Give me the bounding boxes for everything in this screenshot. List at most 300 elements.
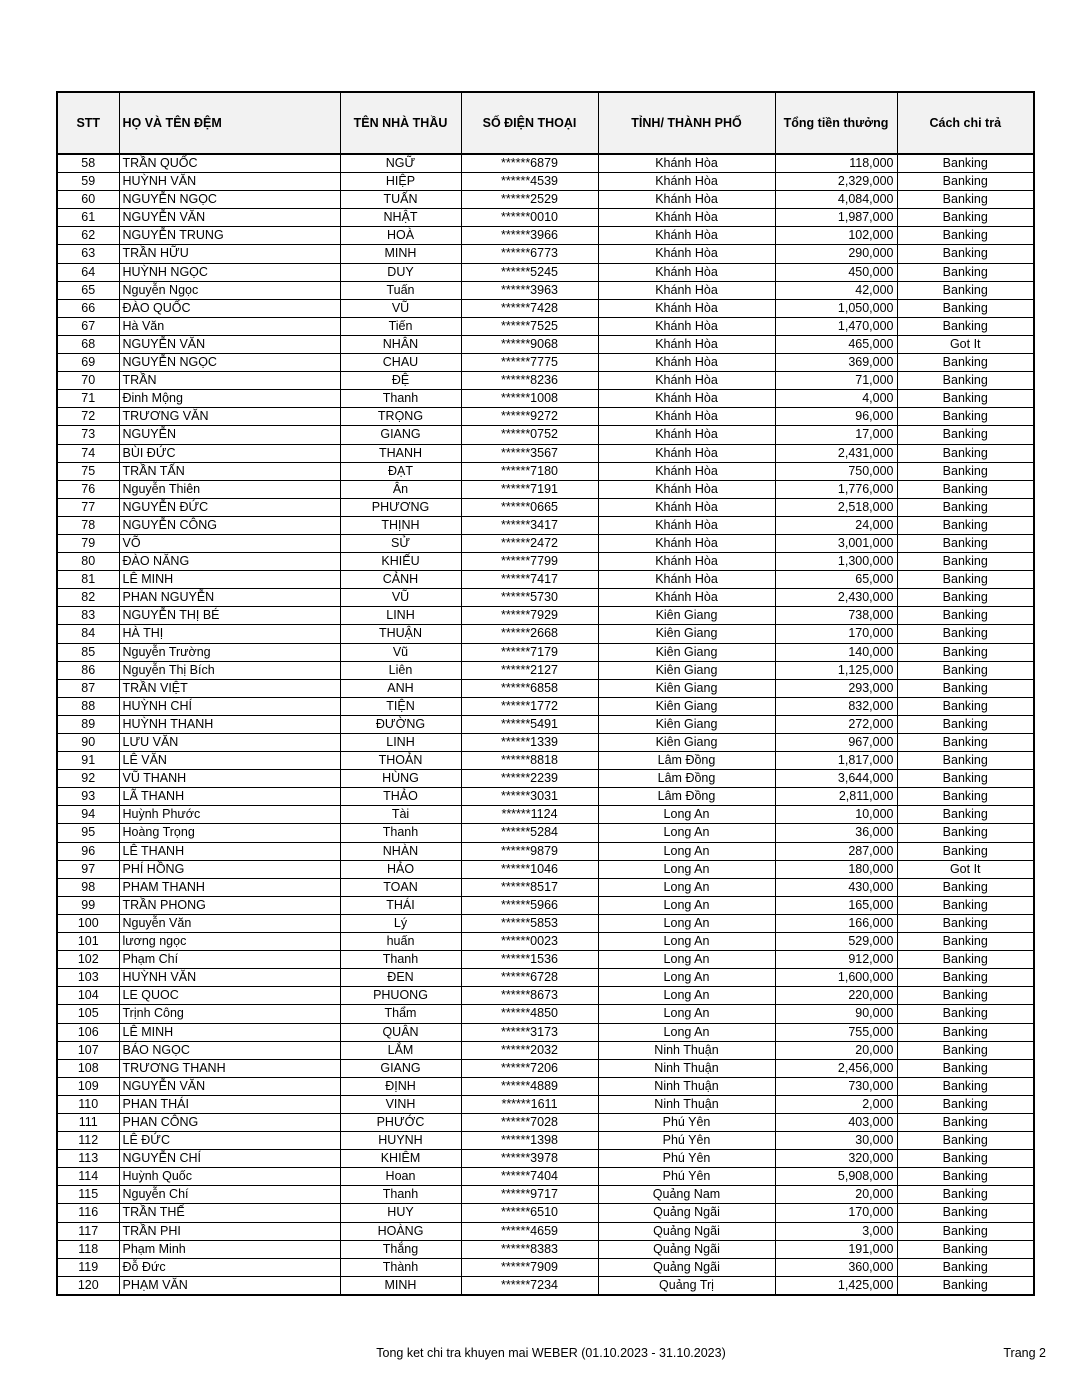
province-cell: Ninh Thuận — [598, 1041, 775, 1059]
payment-method-cell: Banking — [897, 933, 1034, 951]
ten-cell: CHAU — [340, 354, 461, 372]
province-cell: Khánh Hòa — [598, 534, 775, 552]
ten-cell: ĐEN — [340, 969, 461, 987]
stt-cell: 120 — [57, 1276, 119, 1295]
payment-method-cell: Banking — [897, 480, 1034, 498]
phone-cell: ******2239 — [461, 770, 598, 788]
province-cell: Khánh Hòa — [598, 281, 775, 299]
payment-method-cell: Banking — [897, 842, 1034, 860]
phone-cell: ******1611 — [461, 1095, 598, 1113]
province-cell: Khánh Hòa — [598, 354, 775, 372]
header-tong-tien-thuong: Tổng tiền thưởng — [775, 92, 897, 154]
table-row — [57, 444, 1034, 462]
stt-cell: 59 — [57, 173, 119, 191]
phone-cell: ******7799 — [461, 553, 598, 571]
payment-method-cell: Banking — [897, 553, 1034, 571]
amount-cell: 5,908,000 — [775, 1168, 897, 1186]
province-cell: Long An — [598, 914, 775, 932]
amount-cell: 967,000 — [775, 734, 897, 752]
ten-cell: ĐẠT — [340, 462, 461, 480]
table-row — [57, 480, 1034, 498]
table-row — [57, 227, 1034, 245]
table-row — [57, 462, 1034, 480]
amount-cell: 3,644,000 — [775, 770, 897, 788]
amount-cell: 290,000 — [775, 245, 897, 263]
stt-cell: 111 — [57, 1113, 119, 1131]
ten-cell: THẢO — [340, 788, 461, 806]
payment-method-cell: Banking — [897, 1041, 1034, 1059]
ho-ten-cell: ĐÀO QUỐC — [119, 299, 340, 317]
amount-cell: 832,000 — [775, 697, 897, 715]
table-row — [57, 770, 1034, 788]
province-cell: Khánh Hòa — [598, 589, 775, 607]
amount-cell: 102,000 — [775, 227, 897, 245]
stt-cell: 99 — [57, 896, 119, 914]
phone-cell: ******7428 — [461, 299, 598, 317]
ho-ten-cell: Trịnh Công — [119, 1005, 340, 1023]
ho-ten-cell: BÙI ĐỨC — [119, 444, 340, 462]
amount-cell: 65,000 — [775, 571, 897, 589]
amount-cell: 2,000 — [775, 1095, 897, 1113]
amount-cell: 20,000 — [775, 1186, 897, 1204]
ho-ten-cell: Đỗ Đức — [119, 1258, 340, 1276]
province-cell: Khánh Hòa — [598, 154, 775, 173]
table-row — [57, 354, 1034, 372]
phone-cell: ******0010 — [461, 209, 598, 227]
ten-cell: THANH — [340, 444, 461, 462]
table-row — [57, 806, 1034, 824]
ten-cell: KHIÊM — [340, 1150, 461, 1168]
ho-ten-cell: Huỳnh Phước — [119, 806, 340, 824]
stt-cell: 63 — [57, 245, 119, 263]
ten-cell: ĐỊNH — [340, 1077, 461, 1095]
payment-method-cell: Banking — [897, 1240, 1034, 1258]
table-row — [57, 752, 1034, 770]
ten-cell: Tuấn — [340, 281, 461, 299]
table-row — [57, 842, 1034, 860]
ten-cell: HẢO — [340, 860, 461, 878]
ten-cell: Vũ — [340, 643, 461, 661]
province-cell: Khánh Hòa — [598, 299, 775, 317]
phone-cell: ******3978 — [461, 1150, 598, 1168]
ho-ten-cell: LÊ MINH — [119, 1023, 340, 1041]
ho-ten-cell: Hà Văn — [119, 317, 340, 335]
amount-cell: 1,425,000 — [775, 1276, 897, 1295]
province-cell: Khánh Hòa — [598, 480, 775, 498]
ho-ten-cell: TRẦN QUỐC — [119, 154, 340, 173]
header-stt: STT — [57, 92, 119, 154]
amount-cell: 2,431,000 — [775, 444, 897, 462]
ho-ten-cell: Huỳnh Quốc — [119, 1168, 340, 1186]
stt-cell: 108 — [57, 1059, 119, 1077]
ten-cell: HÙNG — [340, 770, 461, 788]
payment-method-cell: Banking — [897, 516, 1034, 534]
ten-cell: Hoan — [340, 1168, 461, 1186]
stt-cell: 86 — [57, 661, 119, 679]
stt-cell: 117 — [57, 1222, 119, 1240]
stt-cell: 109 — [57, 1077, 119, 1095]
phone-cell: ******4659 — [461, 1222, 598, 1240]
stt-cell: 75 — [57, 462, 119, 480]
phone-cell: ******7206 — [461, 1059, 598, 1077]
stt-cell: 97 — [57, 860, 119, 878]
stt-cell: 60 — [57, 191, 119, 209]
ho-ten-cell: HÀ THỊ — [119, 625, 340, 643]
phone-cell: ******8236 — [461, 372, 598, 390]
table-row — [57, 173, 1034, 191]
amount-cell: 750,000 — [775, 462, 897, 480]
province-cell: Long An — [598, 969, 775, 987]
amount-cell: 3,000 — [775, 1222, 897, 1240]
province-cell: Long An — [598, 842, 775, 860]
header-cach-chi-tra: Cách chi trả — [897, 92, 1034, 154]
ho-ten-cell: Đinh Mộng — [119, 390, 340, 408]
ten-cell: TRỌNG — [340, 408, 461, 426]
ho-ten-cell: TRẦN — [119, 372, 340, 390]
ten-cell: LẮM — [340, 1041, 461, 1059]
header-tinh-thanh-pho: TỈNH/ THÀNH PHỐ — [598, 92, 775, 154]
table-row — [57, 1095, 1034, 1113]
stt-cell: 114 — [57, 1168, 119, 1186]
ten-cell: MINH — [340, 1276, 461, 1295]
province-cell: Quảng Ngãi — [598, 1222, 775, 1240]
ho-ten-cell: LÊ VĂN — [119, 752, 340, 770]
stt-cell: 83 — [57, 607, 119, 625]
province-cell: Khánh Hòa — [598, 209, 775, 227]
ho-ten-cell: PHÍ HỒNG — [119, 860, 340, 878]
amount-cell: 30,000 — [775, 1132, 897, 1150]
stt-cell: 74 — [57, 444, 119, 462]
table-row — [57, 1059, 1034, 1077]
table-row — [57, 498, 1034, 516]
phone-cell: ******5491 — [461, 715, 598, 733]
ten-cell: Thanh — [340, 1186, 461, 1204]
stt-cell: 89 — [57, 715, 119, 733]
province-cell: Phú Yên — [598, 1132, 775, 1150]
province-cell: Long An — [598, 860, 775, 878]
ten-cell: Thẩm — [340, 1005, 461, 1023]
ten-cell: HUYNH — [340, 1132, 461, 1150]
ho-ten-cell: PHAN NGUYỄN — [119, 589, 340, 607]
amount-cell: 1,817,000 — [775, 752, 897, 770]
ho-ten-cell: LÊ THANH — [119, 842, 340, 860]
stt-cell: 106 — [57, 1023, 119, 1041]
stt-cell: 112 — [57, 1132, 119, 1150]
province-cell: Kiên Giang — [598, 697, 775, 715]
phone-cell: ******1772 — [461, 697, 598, 715]
phone-cell: ******0665 — [461, 498, 598, 516]
payment-method-cell: Banking — [897, 1186, 1034, 1204]
payment-method-cell: Banking — [897, 715, 1034, 733]
ho-ten-cell: Phạm Chí — [119, 951, 340, 969]
stt-cell: 105 — [57, 1005, 119, 1023]
amount-cell: 191,000 — [775, 1240, 897, 1258]
amount-cell: 360,000 — [775, 1258, 897, 1276]
amount-cell: 1,300,000 — [775, 553, 897, 571]
ten-cell: HOÀ — [340, 227, 461, 245]
ho-ten-cell: NGUYỄN ĐỨC — [119, 498, 340, 516]
phone-cell: ******8818 — [461, 752, 598, 770]
stt-cell: 77 — [57, 498, 119, 516]
payment-method-cell: Banking — [897, 824, 1034, 842]
ho-ten-cell: BÁO NGỌC — [119, 1041, 340, 1059]
header-ten-nha-thau: TÊN NHÀ THẦU — [340, 92, 461, 154]
phone-cell: ******7404 — [461, 1168, 598, 1186]
ho-ten-cell: Nguyễn Thị Bích — [119, 661, 340, 679]
stt-cell: 113 — [57, 1150, 119, 1168]
payment-method-cell: Banking — [897, 227, 1034, 245]
phone-cell: ******3173 — [461, 1023, 598, 1041]
stt-cell: 87 — [57, 679, 119, 697]
payment-method-cell: Banking — [897, 299, 1034, 317]
ten-cell: Liên — [340, 661, 461, 679]
ho-ten-cell: Hoàng Trọng — [119, 824, 340, 842]
province-cell: Quảng Ngãi — [598, 1204, 775, 1222]
province-cell: Long An — [598, 1005, 775, 1023]
payment-method-cell: Banking — [897, 390, 1034, 408]
stt-cell: 93 — [57, 788, 119, 806]
table-row — [57, 1077, 1034, 1095]
phone-cell: ******6858 — [461, 679, 598, 697]
ten-cell: Tài — [340, 806, 461, 824]
table-row — [57, 245, 1034, 263]
phone-cell: ******7775 — [461, 354, 598, 372]
stt-cell: 119 — [57, 1258, 119, 1276]
payment-method-cell: Banking — [897, 896, 1034, 914]
amount-cell: 166,000 — [775, 914, 897, 932]
province-cell: Kiên Giang — [598, 679, 775, 697]
stt-cell: 100 — [57, 914, 119, 932]
phone-cell: ******4889 — [461, 1077, 598, 1095]
table-row — [57, 1132, 1034, 1150]
phone-cell: ******2472 — [461, 534, 598, 552]
phone-cell: ******7909 — [461, 1258, 598, 1276]
payment-method-cell: Banking — [897, 534, 1034, 552]
stt-cell: 115 — [57, 1186, 119, 1204]
payment-method-cell: Banking — [897, 426, 1034, 444]
province-cell: Khánh Hòa — [598, 462, 775, 480]
phone-cell: ******8517 — [461, 878, 598, 896]
table-row — [57, 390, 1034, 408]
ten-cell: VŨ — [340, 589, 461, 607]
phone-cell: ******9879 — [461, 842, 598, 860]
stt-cell: 107 — [57, 1041, 119, 1059]
payment-method-cell: Banking — [897, 987, 1034, 1005]
amount-cell: 730,000 — [775, 1077, 897, 1095]
table-header-row — [57, 92, 1034, 154]
province-cell: Kiên Giang — [598, 661, 775, 679]
province-cell: Khánh Hòa — [598, 553, 775, 571]
ten-cell: Ân — [340, 480, 461, 498]
province-cell: Kiên Giang — [598, 643, 775, 661]
province-cell: Khánh Hòa — [598, 390, 775, 408]
phone-cell: ******2032 — [461, 1041, 598, 1059]
phone-cell: ******0752 — [461, 426, 598, 444]
phone-cell: ******5853 — [461, 914, 598, 932]
ho-ten-cell: ĐÀO NĂNG — [119, 553, 340, 571]
payment-method-cell: Banking — [897, 770, 1034, 788]
ten-cell: TOAN — [340, 878, 461, 896]
table-row — [57, 661, 1034, 679]
ho-ten-cell: NGUYỄN VĂN — [119, 209, 340, 227]
ten-cell: NHẬT — [340, 209, 461, 227]
province-cell: Khánh Hòa — [598, 227, 775, 245]
phone-cell: ******6879 — [461, 154, 598, 173]
amount-cell: 170,000 — [775, 1204, 897, 1222]
ten-cell: Thành — [340, 1258, 461, 1276]
table-row — [57, 317, 1034, 335]
phone-cell: ******6510 — [461, 1204, 598, 1222]
amount-cell: 1,050,000 — [775, 299, 897, 317]
table-row — [57, 553, 1034, 571]
payment-method-cell: Banking — [897, 191, 1034, 209]
province-cell: Long An — [598, 951, 775, 969]
province-cell: Phú Yên — [598, 1168, 775, 1186]
phone-cell: ******4539 — [461, 173, 598, 191]
phone-cell: ******5245 — [461, 263, 598, 281]
province-cell: Long An — [598, 878, 775, 896]
amount-cell: 465,000 — [775, 335, 897, 353]
ho-ten-cell: LÊ MINH — [119, 571, 340, 589]
phone-cell: ******1046 — [461, 860, 598, 878]
ho-ten-cell: NGUYỄN TRUNG — [119, 227, 340, 245]
payment-method-cell: Banking — [897, 1023, 1034, 1041]
province-cell: Khánh Hòa — [598, 317, 775, 335]
province-cell: Khánh Hòa — [598, 516, 775, 534]
table-row — [57, 987, 1034, 1005]
table-row — [57, 1005, 1034, 1023]
table-row — [57, 281, 1034, 299]
table-row — [57, 951, 1034, 969]
stt-cell: 68 — [57, 335, 119, 353]
page-number: Trang 2 — [1003, 1346, 1046, 1360]
phone-cell: ******5284 — [461, 824, 598, 842]
stt-cell: 92 — [57, 770, 119, 788]
ho-ten-cell: LƯU VĂN — [119, 734, 340, 752]
phone-cell: ******1398 — [461, 1132, 598, 1150]
payment-method-cell: Banking — [897, 263, 1034, 281]
table-row — [57, 1041, 1034, 1059]
amount-cell: 1,987,000 — [775, 209, 897, 227]
phone-cell: ******1536 — [461, 951, 598, 969]
stt-cell: 82 — [57, 589, 119, 607]
phone-cell: ******1339 — [461, 734, 598, 752]
table-row — [57, 209, 1034, 227]
table-body — [57, 154, 1034, 1295]
province-cell: Khánh Hòa — [598, 245, 775, 263]
ho-ten-cell: VŨ THANH — [119, 770, 340, 788]
ten-cell: TUẤN — [340, 191, 461, 209]
table-row — [57, 1258, 1034, 1276]
table-row — [57, 1240, 1034, 1258]
province-cell: Khánh Hòa — [598, 335, 775, 353]
amount-cell: 4,000 — [775, 390, 897, 408]
table-row — [57, 1222, 1034, 1240]
province-cell: Kiên Giang — [598, 715, 775, 733]
amount-cell: 2,456,000 — [775, 1059, 897, 1077]
table-row — [57, 1168, 1034, 1186]
payment-method-cell: Banking — [897, 589, 1034, 607]
ten-cell: DUY — [340, 263, 461, 281]
table-row — [57, 426, 1034, 444]
stt-cell: 62 — [57, 227, 119, 245]
phone-cell: ******7234 — [461, 1276, 598, 1295]
amount-cell: 71,000 — [775, 372, 897, 390]
payment-method-cell: Banking — [897, 607, 1034, 625]
amount-cell: 320,000 — [775, 1150, 897, 1168]
amount-cell: 755,000 — [775, 1023, 897, 1041]
payment-method-cell: Banking — [897, 462, 1034, 480]
stt-cell: 80 — [57, 553, 119, 571]
table-row — [57, 933, 1034, 951]
province-cell: Khánh Hòa — [598, 444, 775, 462]
payment-method-cell: Banking — [897, 444, 1034, 462]
payment-method-cell: Banking — [897, 173, 1034, 191]
ho-ten-cell: TRƯƠNG VĂN — [119, 408, 340, 426]
ho-ten-cell: PHAN THÁI — [119, 1095, 340, 1113]
ten-cell: VINH — [340, 1095, 461, 1113]
payment-method-cell: Banking — [897, 1168, 1034, 1186]
province-cell: Lâm Đồng — [598, 788, 775, 806]
ho-ten-cell: lương ngọc — [119, 933, 340, 951]
payment-method-cell: Banking — [897, 372, 1034, 390]
province-cell: Long An — [598, 824, 775, 842]
stt-cell: 116 — [57, 1204, 119, 1222]
stt-cell: 76 — [57, 480, 119, 498]
amount-cell: 20,000 — [775, 1041, 897, 1059]
ten-cell: LINH — [340, 734, 461, 752]
ten-cell: Thanh — [340, 390, 461, 408]
ten-cell: THỊNH — [340, 516, 461, 534]
stt-cell: 72 — [57, 408, 119, 426]
ten-cell: Tiến — [340, 317, 461, 335]
table-row — [57, 1204, 1034, 1222]
stt-cell: 79 — [57, 534, 119, 552]
payment-method-cell: Banking — [897, 1095, 1034, 1113]
ho-ten-cell: Nguyễn Thiên — [119, 480, 340, 498]
payment-method-cell: Banking — [897, 1005, 1034, 1023]
phone-cell: ******1124 — [461, 806, 598, 824]
ten-cell: PHUONG — [340, 987, 461, 1005]
province-cell: Khánh Hòa — [598, 263, 775, 281]
amount-cell: 4,084,000 — [775, 191, 897, 209]
stt-cell: 58 — [57, 154, 119, 173]
amount-cell: 2,329,000 — [775, 173, 897, 191]
stt-cell: 101 — [57, 933, 119, 951]
amount-cell: 1,776,000 — [775, 480, 897, 498]
phone-cell: ******1008 — [461, 390, 598, 408]
stt-cell: 69 — [57, 354, 119, 372]
ho-ten-cell: Phạm Minh — [119, 1240, 340, 1258]
amount-cell: 287,000 — [775, 842, 897, 860]
table-row — [57, 1276, 1034, 1295]
ho-ten-cell: TRẦN THẾ — [119, 1204, 340, 1222]
stt-cell: 88 — [57, 697, 119, 715]
amount-cell: 2,430,000 — [775, 589, 897, 607]
amount-cell: 220,000 — [775, 987, 897, 1005]
phone-cell: ******3966 — [461, 227, 598, 245]
phone-cell: ******3031 — [461, 788, 598, 806]
phone-cell: ******6728 — [461, 969, 598, 987]
payment-method-cell: Got It — [897, 335, 1034, 353]
payment-method-cell: Banking — [897, 1059, 1034, 1077]
ho-ten-cell: HUỲNH VĂN — [119, 173, 340, 191]
ho-ten-cell: LE QUOC — [119, 987, 340, 1005]
table-row — [57, 1023, 1034, 1041]
amount-cell: 10,000 — [775, 806, 897, 824]
table-row — [57, 625, 1034, 643]
amount-cell: 140,000 — [775, 643, 897, 661]
